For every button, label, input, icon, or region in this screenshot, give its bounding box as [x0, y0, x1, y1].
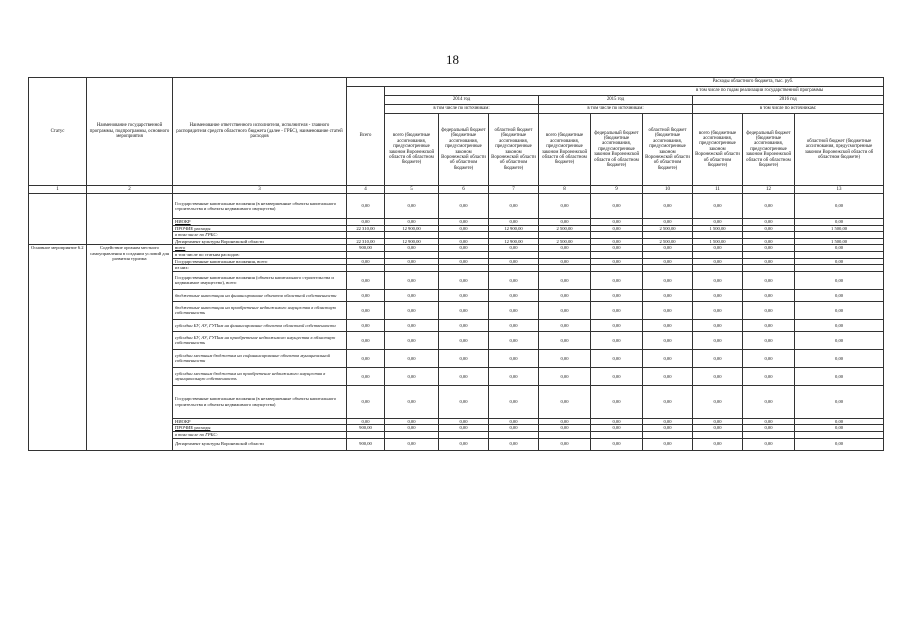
- value-cell: 0,00: [539, 258, 591, 265]
- header-year-2015: 2015 год: [539, 96, 693, 105]
- value-cell: 0,00: [539, 194, 591, 219]
- value-cell: 0,00: [385, 289, 439, 301]
- value-cell: 0,00: [743, 245, 795, 252]
- value-cell: [539, 265, 591, 272]
- value-cell: 1 500,00: [795, 238, 884, 245]
- value-cell: [693, 265, 743, 272]
- value-cell: 0,00: [439, 225, 489, 232]
- value-cell: [385, 431, 439, 438]
- value-cell: [489, 265, 539, 272]
- value-cell: 12 900,00: [489, 238, 539, 245]
- value-cell: 0,00: [439, 425, 489, 432]
- value-cell: [795, 431, 884, 438]
- value-cell: 0,00: [539, 219, 591, 226]
- value-cell: 0,00: [539, 301, 591, 319]
- value-cell: 0,00: [385, 319, 439, 331]
- header-executor: Наименование ответственного исполнителя, исполнителя - главного распорядителя средств областного бюджета (далее - ГРБС), наименование статей расходов: [173, 78, 347, 186]
- value-cell: 0,00: [795, 219, 884, 226]
- value-cell: 0,00: [743, 385, 795, 418]
- row-label: НИОКР: [173, 418, 347, 425]
- value-cell: [539, 232, 591, 239]
- value-cell: 0,00: [643, 245, 693, 252]
- value-cell: 0,00: [439, 367, 489, 385]
- value-cell: [539, 251, 591, 258]
- value-cell: 0,00: [693, 219, 743, 226]
- value-cell: 0,00: [743, 194, 795, 219]
- value-cell: 0,00: [693, 438, 743, 450]
- value-cell: 2 500,00: [643, 225, 693, 232]
- value-cell: [489, 232, 539, 239]
- value-cell: 2 500,00: [539, 225, 591, 232]
- column-number: 12: [743, 186, 795, 194]
- value-cell: 0,00: [347, 289, 385, 301]
- value-cell: 0,00: [693, 258, 743, 265]
- value-cell: 0,00: [795, 245, 884, 252]
- value-cell: [743, 431, 795, 438]
- value-cell: 0,00: [489, 331, 539, 349]
- value-cell: 0,00: [591, 245, 643, 252]
- value-cell: 0,00: [795, 349, 884, 367]
- value-cell: 0,00: [591, 438, 643, 450]
- value-cell: [385, 251, 439, 258]
- value-cell: 0,00: [591, 289, 643, 301]
- value-cell: 0,00: [743, 258, 795, 265]
- value-cell: [439, 265, 489, 272]
- value-cell: 0,00: [385, 438, 439, 450]
- column-number: 10: [643, 186, 693, 194]
- value-cell: [347, 265, 385, 272]
- value-cell: [591, 232, 643, 239]
- header-src-total: всего (бюджетные ассигнования, предусмотренные законом Воронежской области об областном бюджете): [385, 114, 439, 186]
- value-cell: 0,00: [643, 301, 693, 319]
- value-cell: 0,00: [743, 331, 795, 349]
- header-src-federal: федеральный бюджет (бюджетные ассигнования, предусмотренные законом Воронежской области об областном бюджете): [439, 114, 489, 186]
- value-cell: 0,00: [489, 271, 539, 289]
- value-cell: 0,00: [385, 258, 439, 265]
- value-cell: 0,00: [743, 349, 795, 367]
- value-cell: 0,00: [693, 425, 743, 432]
- value-cell: [439, 232, 489, 239]
- value-cell: 0,00: [693, 245, 743, 252]
- value-cell: 0,00: [643, 425, 693, 432]
- column-number: 7: [489, 186, 539, 194]
- value-cell: [743, 251, 795, 258]
- value-cell: 0,00: [347, 271, 385, 289]
- header-src-federal: федеральный бюджет (бюджетные ассигнования, предусмотренные законом Воронежской области об областном бюджете): [591, 114, 643, 186]
- value-cell: 0,00: [743, 289, 795, 301]
- value-cell: 12 900,00: [385, 238, 439, 245]
- value-cell: 0,00: [643, 385, 693, 418]
- header-src-regional: областной бюджет (бюджетные ассигнования, предусмотренные законом Воронежской области об областном бюджете): [489, 114, 539, 186]
- event-name: Содействие органам местного самоуправления в создании условий для развития туризма: [87, 245, 173, 450]
- column-number: 2: [87, 186, 173, 194]
- value-cell: 0,00: [539, 319, 591, 331]
- value-cell: 22 310,00: [347, 238, 385, 245]
- column-number: 6: [439, 186, 489, 194]
- value-cell: 0,00: [743, 367, 795, 385]
- value-cell: 0,00: [743, 425, 795, 432]
- value-cell: 1 500,00: [795, 225, 884, 232]
- value-cell: 0,00: [743, 438, 795, 450]
- value-cell: 0,00: [489, 319, 539, 331]
- value-cell: 0,00: [385, 331, 439, 349]
- value-cell: 0,00: [385, 367, 439, 385]
- value-cell: 0,00: [643, 319, 693, 331]
- value-cell: 0,00: [347, 418, 385, 425]
- header-year-2016: 2016 год: [693, 96, 884, 105]
- value-cell: 0,00: [591, 425, 643, 432]
- value-cell: 12 900,00: [489, 225, 539, 232]
- value-cell: 0,00: [385, 219, 439, 226]
- value-cell: [347, 431, 385, 438]
- value-cell: 0,00: [385, 385, 439, 418]
- program-cell-empty: [87, 194, 173, 245]
- value-cell: 0,00: [643, 289, 693, 301]
- value-cell: 0,00: [489, 367, 539, 385]
- value-cell: 0,00: [539, 331, 591, 349]
- value-cell: 0,00: [539, 349, 591, 367]
- header-src-regional: областной бюджет (бюджетные ассигнования, предусмотренные законом Воронежской области об областном бюджете): [795, 114, 884, 186]
- value-cell: 0,00: [795, 271, 884, 289]
- value-cell: 0,00: [795, 418, 884, 425]
- value-cell: 0,00: [591, 301, 643, 319]
- value-cell: 0,00: [539, 385, 591, 418]
- value-cell: 0,00: [643, 271, 693, 289]
- value-cell: 0,00: [743, 418, 795, 425]
- value-cell: 0,00: [489, 245, 539, 252]
- row-label: субсидии БУ, АУ, ГУПам на финансирование объектов областной собственности: [173, 319, 347, 331]
- column-number: 1: [29, 186, 87, 194]
- value-cell: 0,00: [591, 418, 643, 425]
- page-number: 18: [446, 52, 459, 67]
- value-cell: 0,00: [743, 238, 795, 245]
- value-cell: 0,00: [693, 331, 743, 349]
- value-cell: 0,00: [439, 349, 489, 367]
- value-cell: 0,00: [439, 289, 489, 301]
- value-cell: 0,00: [795, 301, 884, 319]
- value-cell: 0,00: [743, 225, 795, 232]
- value-cell: [347, 251, 385, 258]
- header-expenses-title: Расходы областного бюджета, тыс. руб.: [347, 78, 884, 87]
- value-cell: 0,00: [347, 194, 385, 219]
- value-cell: 0,00: [643, 349, 693, 367]
- value-cell: 0,00: [385, 245, 439, 252]
- value-cell: [795, 251, 884, 258]
- value-cell: 0,00: [439, 301, 489, 319]
- column-number: 13: [795, 186, 884, 194]
- value-cell: 0,00: [591, 331, 643, 349]
- value-cell: 0,00: [795, 289, 884, 301]
- column-number: 9: [591, 186, 643, 194]
- value-cell: 0,00: [347, 319, 385, 331]
- value-cell: 0,00: [489, 385, 539, 418]
- row-label: субсидии местным бюджетам на софинансирование объектов муниципальной собственности: [173, 349, 347, 367]
- value-cell: 0,00: [489, 438, 539, 450]
- header-total: Всего: [347, 87, 385, 186]
- value-cell: 0,00: [439, 438, 489, 450]
- column-number: 3: [173, 186, 347, 194]
- value-cell: [347, 232, 385, 239]
- row-label: бюджетные инвестиции на финансирование объектов областной собственности: [173, 289, 347, 301]
- value-cell: 0,00: [743, 219, 795, 226]
- value-cell: 0,00: [693, 385, 743, 418]
- row-label: Департамент культуры Воронежской области: [173, 238, 347, 245]
- value-cell: 0,00: [795, 425, 884, 432]
- value-cell: 0,00: [489, 425, 539, 432]
- value-cell: [385, 265, 439, 272]
- value-cell: [439, 251, 489, 258]
- value-cell: 0,00: [539, 418, 591, 425]
- header-src-regional: областной бюджет (бюджетные ассигнования, предусмотренные законом Воронежской области об областном бюджете): [643, 114, 693, 186]
- header-by-sources: в том числе по источникам:: [693, 105, 884, 114]
- value-cell: 0,00: [591, 238, 643, 245]
- value-cell: 0,00: [743, 301, 795, 319]
- value-cell: [743, 265, 795, 272]
- value-cell: 0,00: [795, 194, 884, 219]
- value-cell: [643, 232, 693, 239]
- value-cell: [385, 232, 439, 239]
- value-cell: 0,00: [693, 418, 743, 425]
- value-cell: [643, 431, 693, 438]
- value-cell: 0,00: [643, 438, 693, 450]
- value-cell: 0,00: [643, 194, 693, 219]
- value-cell: 0,00: [489, 301, 539, 319]
- row-label: Государственные капитальные вложения (в незавершенные объекты капитального строительства и объекты недвижимого имущества): [173, 385, 347, 418]
- value-cell: 900,00: [347, 438, 385, 450]
- value-cell: 0,00: [693, 319, 743, 331]
- value-cell: 0,00: [693, 367, 743, 385]
- value-cell: [489, 251, 539, 258]
- value-cell: [439, 431, 489, 438]
- value-cell: 22 310,00: [347, 225, 385, 232]
- value-cell: 0,00: [795, 438, 884, 450]
- header-by-sources: в том числе по источникам:: [385, 105, 539, 114]
- value-cell: 0,00: [693, 194, 743, 219]
- value-cell: 0,00: [385, 301, 439, 319]
- value-cell: 0,00: [643, 258, 693, 265]
- header-year-2014: 2014 год: [385, 96, 539, 105]
- value-cell: 0,00: [439, 385, 489, 418]
- value-cell: 0,00: [489, 349, 539, 367]
- value-cell: 0,00: [795, 367, 884, 385]
- value-cell: 0,00: [795, 385, 884, 418]
- value-cell: 0,00: [489, 194, 539, 219]
- value-cell: 0,00: [693, 349, 743, 367]
- value-cell: 2 500,00: [643, 238, 693, 245]
- value-cell: 0,00: [591, 349, 643, 367]
- value-cell: 0,00: [385, 271, 439, 289]
- row-label: субсидии БУ, АУ, ГУПам на приобретение недвижимого имущества в областную собственность: [173, 331, 347, 349]
- value-cell: 0,00: [439, 219, 489, 226]
- value-cell: 0,00: [385, 349, 439, 367]
- value-cell: 0,00: [489, 258, 539, 265]
- value-cell: [591, 431, 643, 438]
- value-cell: 0,00: [347, 219, 385, 226]
- value-cell: [643, 265, 693, 272]
- header-program-name: Наименование государственной программы, подпрограммы, основного мероприятия: [87, 78, 173, 186]
- value-cell: 0,00: [489, 418, 539, 425]
- value-cell: [591, 265, 643, 272]
- value-cell: 0,00: [347, 385, 385, 418]
- value-cell: [693, 431, 743, 438]
- row-label: НИОКР: [173, 219, 347, 226]
- value-cell: 0,00: [385, 418, 439, 425]
- value-cell: 0,00: [591, 219, 643, 226]
- value-cell: 0,00: [347, 331, 385, 349]
- value-cell: [539, 431, 591, 438]
- row-label: субсидии местным бюджетам на приобретение недвижимого имущества в муниципальную собственность: [173, 367, 347, 385]
- value-cell: 0,00: [643, 331, 693, 349]
- row-label: в том числе по ГРБС:: [173, 232, 347, 239]
- value-cell: [591, 251, 643, 258]
- value-cell: 0,00: [385, 194, 439, 219]
- value-cell: 0,00: [795, 258, 884, 265]
- status-cell-empty: [29, 194, 87, 245]
- value-cell: [643, 251, 693, 258]
- event-status: Основное мероприятие 6.2: [29, 245, 87, 450]
- value-cell: 0,00: [347, 301, 385, 319]
- value-cell: 0,00: [743, 319, 795, 331]
- value-cell: 12 900,00: [385, 225, 439, 232]
- value-cell: 900,00: [347, 245, 385, 252]
- value-cell: 0,00: [539, 438, 591, 450]
- value-cell: 0,00: [439, 319, 489, 331]
- value-cell: 0,00: [591, 385, 643, 418]
- value-cell: 0,00: [591, 319, 643, 331]
- value-cell: [693, 232, 743, 239]
- row-label: из них:: [173, 265, 347, 272]
- value-cell: 0,00: [489, 219, 539, 226]
- value-cell: [693, 251, 743, 258]
- value-cell: 0,00: [539, 245, 591, 252]
- row-label: Департамент культуры Воронежской области: [173, 438, 347, 450]
- value-cell: 0,00: [795, 331, 884, 349]
- value-cell: 0,00: [347, 367, 385, 385]
- value-cell: 0,00: [439, 245, 489, 252]
- value-cell: 0,00: [743, 271, 795, 289]
- row-label: бюджетные инвестиции на приобретение недвижимого имущества в областную собственность: [173, 301, 347, 319]
- value-cell: 0,00: [591, 225, 643, 232]
- header-status: Статус: [29, 78, 87, 186]
- budget-table: [28, 77, 884, 451]
- value-cell: 0,00: [693, 289, 743, 301]
- row-label: Государственные капитальные вложения (объекты капитального строительства и недвижимое имущество), всего: [173, 271, 347, 289]
- value-cell: 0,00: [539, 367, 591, 385]
- value-cell: [795, 232, 884, 239]
- column-number: 11: [693, 186, 743, 194]
- value-cell: 0,00: [693, 301, 743, 319]
- value-cell: [795, 265, 884, 272]
- value-cell: 0,00: [643, 367, 693, 385]
- row-label: в том числе по статьям расходов:: [173, 251, 347, 258]
- value-cell: 0,00: [591, 194, 643, 219]
- value-cell: 0,00: [347, 258, 385, 265]
- column-number-row: [29, 186, 884, 194]
- value-cell: 0,00: [439, 258, 489, 265]
- value-cell: 900,00: [347, 425, 385, 432]
- column-number: 8: [539, 186, 591, 194]
- row-label: Государственные капитальные вложения, всего: [173, 258, 347, 265]
- value-cell: 1 500,00: [693, 238, 743, 245]
- header-by-years: в том числе по годам реализации государственной программы: [385, 87, 884, 96]
- value-cell: [489, 431, 539, 438]
- value-cell: 0,00: [439, 331, 489, 349]
- row-label: Государственные капитальные вложения (в незавершенные объекты капитального строительства и объекты недвижимого имущества): [173, 194, 347, 219]
- header-by-sources: в том числе по источникам:: [539, 105, 693, 114]
- value-cell: 0,00: [591, 271, 643, 289]
- value-cell: 0,00: [643, 418, 693, 425]
- value-cell: 0,00: [439, 238, 489, 245]
- value-cell: 0,00: [795, 319, 884, 331]
- column-number: 5: [385, 186, 439, 194]
- value-cell: 0,00: [489, 289, 539, 301]
- row-label: ПРОЧИЕ расходы: [173, 225, 347, 232]
- value-cell: 0,00: [591, 258, 643, 265]
- header-src-federal: федеральный бюджет (бюджетные ассигнования, предусмотренные законом Воронежской области об областном бюджете): [743, 114, 795, 186]
- value-cell: 0,00: [591, 367, 643, 385]
- row-label: в том числе по ГРБС:: [173, 431, 347, 438]
- table-row: [29, 194, 884, 219]
- value-cell: 0,00: [347, 349, 385, 367]
- value-cell: 0,00: [439, 271, 489, 289]
- value-cell: 0,00: [643, 219, 693, 226]
- value-cell: 0,00: [539, 289, 591, 301]
- value-cell: 0,00: [385, 425, 439, 432]
- value-cell: 2 500,00: [539, 238, 591, 245]
- header-src-total: всего (бюджетные ассигнования, предусмотренные законом Воронежской области об областном бюджете): [693, 114, 743, 186]
- row-label: ПРОЧИЕ расходы: [173, 425, 347, 432]
- value-cell: 0,00: [439, 194, 489, 219]
- table-row: [29, 245, 884, 252]
- value-cell: 0,00: [693, 271, 743, 289]
- value-cell: [743, 232, 795, 239]
- value-cell: 0,00: [539, 425, 591, 432]
- value-cell: 0,00: [439, 418, 489, 425]
- header-src-total: всего (бюджетные ассигнования, предусмотренные законом Воронежской области об областном бюджете): [539, 114, 591, 186]
- value-cell: 1 500,00: [693, 225, 743, 232]
- value-cell: 0,00: [539, 271, 591, 289]
- column-number: 4: [347, 186, 385, 194]
- row-label: всего: [173, 245, 347, 252]
